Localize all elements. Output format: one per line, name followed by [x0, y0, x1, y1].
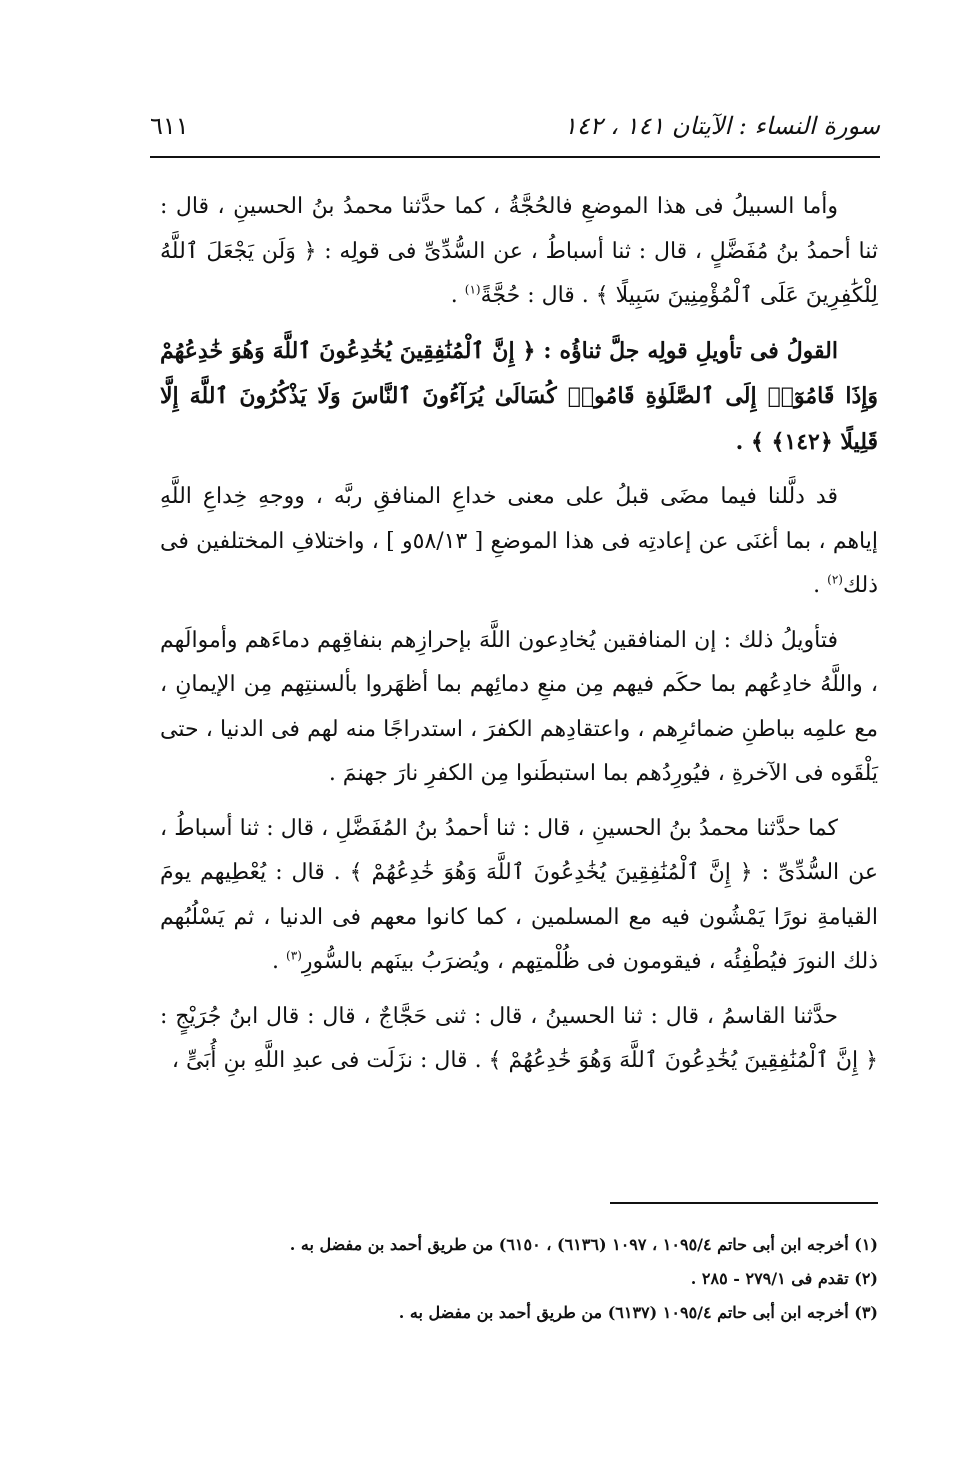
paragraph-3-text: قد دلَّلنا فيما مضَى قبلُ على معنى خداعِ المنافقِ ربَّه ، ووجهِ خِداعِ اللَّهِ إياهم ، بما أغنَى عن إعادتِه فى هذا الموضعِ [ ٥٨/١٣و ] ، واختلافِ المختلفين فى ذلك [160, 484, 878, 598]
paragraph-2 [160, 329, 878, 466]
paragraph-5 [160, 807, 878, 985]
paragraph-5-text: كما حدَّثنا محمدُ بنُ الحسينِ ، قال : ثنا أحمدُ بنُ المُفَضَّلِ ، قال : ثنا أسباطُ ، عن السُّدِّىِّ : ﴿ إِنَّ ٱلْمُنَٰفِقِينَ يُخَٰدِعُونَ ٱللَّهَ وَهُوَ خَٰدِعُهُمْ ﴾ . قال : يُعْطِيهم يومَ القيامةِ نورًا يَمْشُون فيه مع المسلمين ، كما كانوا معهم فى الدنيا ، ثم يَسْلُبُهم ذلك النورَ فيُطْفِئُه ، فيقومون فى ظُلْمتِهم ، ويُضرَبُ بينَهم بالسُّورِ [160, 815, 878, 974]
paragraph-1-text: وأما السبيلُ فى هذا الموضعِ فالحُجَّةُ ، كما حدَّثنا محمدُ بنُ الحسينِ ، قال : ثنا أحمدُ بنُ مُفَضَّلٍ ، قال : ثنا أسباطُ ، عن السُّدِّىِّ فى قولِه : ﴿ وَلَن يَجْعَلَ ٱللَّهُ لِلْكَٰفِرِينَ عَلَى ٱلْمُؤْمِنِينَ سَبِيلًا ﴾ . قال : حُجَّةً [160, 194, 878, 308]
paragraph-4: فتأويلُ ذلك : إن المنافقين يُخادِعون اللَّهَ بإحرازِهم بنفاقِهم دماءَهم وأموالَهم ، واللَّهُ خادِعُهم بما حكَم فيهم مِن منعِ دمائِهم بما أظهَروا بألسنتِهم مِن الإيمانِ ، مع علمِه بباطنِ ضمائرِهم ، واعتقادِهم الكفرَ ، استدراجًا منه لهم فى الدنيا ، حتى يَلْقَوه فى الآخرةِ ، فيُورِدُهم بما استبطَنوا مِن الكفرِ نارَ جهنمَ . [160, 627, 878, 786]
quran-verse: ﴿ إِنَّ ٱلْمُنَٰفِقِينَ يُخَٰدِعُونَ ٱللَّهَ وَهُوَ خَٰدِعُهُمْ وَإِذَا قَامُوٓا۟ إِلَى ٱلصَّلَوٰةِ قَامُوا۟ كُسَالَىٰ يُرَآءُونَ ٱلنَّاسَ وَلَا يَذْكُرُونَ ٱللَّهَ إِلَّا قَلِيلًا ﴿١٤٢﴾ ﴾ . [160, 337, 878, 455]
paragraph-3 [160, 475, 878, 609]
footnotes [160, 1228, 878, 1330]
paragraph-3-end: . [813, 573, 828, 598]
running-title: سورة النساء : الآيتان ١٤١ ، ١٤٢ [563, 112, 880, 140]
footnote-ref-3: (٣) [286, 948, 302, 963]
section-heading: القولُ فى تأويلِ قولِه جلَّ ثناؤُه : [543, 337, 838, 364]
footnote-1: (١) أخرجه ابن أبى حاتم ١٠٩٥/٤ ، ١٠٩٧ (٦١٣٦) ، ٦١٥٠) من طريق أحمد بن مفضل به . [289, 1235, 878, 1254]
page-header [150, 112, 880, 152]
footnote-ref-1: (١) [464, 282, 481, 297]
paragraph-5-end: . [272, 949, 287, 974]
paragraph-1 [160, 185, 878, 319]
footnote-ref-2: (٢) [827, 572, 843, 587]
footnote-3: (٣) أخرجه ابن أبى حاتم ١٠٩٥/٤ (٦١٣٧) من طريق أحمد بن مفضل به . [398, 1303, 878, 1322]
paragraph-1-end: . [450, 283, 465, 308]
footnote-rule [610, 1202, 878, 1204]
main-text [160, 185, 878, 1084]
header-rule [150, 156, 880, 158]
paragraph-6: حدَّثنا القاسمُ ، قال : ثنا الحسينُ ، قال : ثنى حَجَّاجٌ ، قال : قال ابنُ جُرَيْجٍ : ﴿ إِنَّ ٱلْمُنَٰفِقِينَ يُخَٰدِعُونَ ٱللَّهَ وَهُوَ خَٰدِعُهُمْ ﴾ . قال : نزَلَت فى عبدِ اللَّهِ بنِ أُبَىٍّ ، [160, 1003, 878, 1073]
footnote-2: (٢) تقدم فى ٢٧٩/١ - ٢٨٥ . [690, 1269, 878, 1288]
page-number: ٦١١ [150, 112, 189, 140]
